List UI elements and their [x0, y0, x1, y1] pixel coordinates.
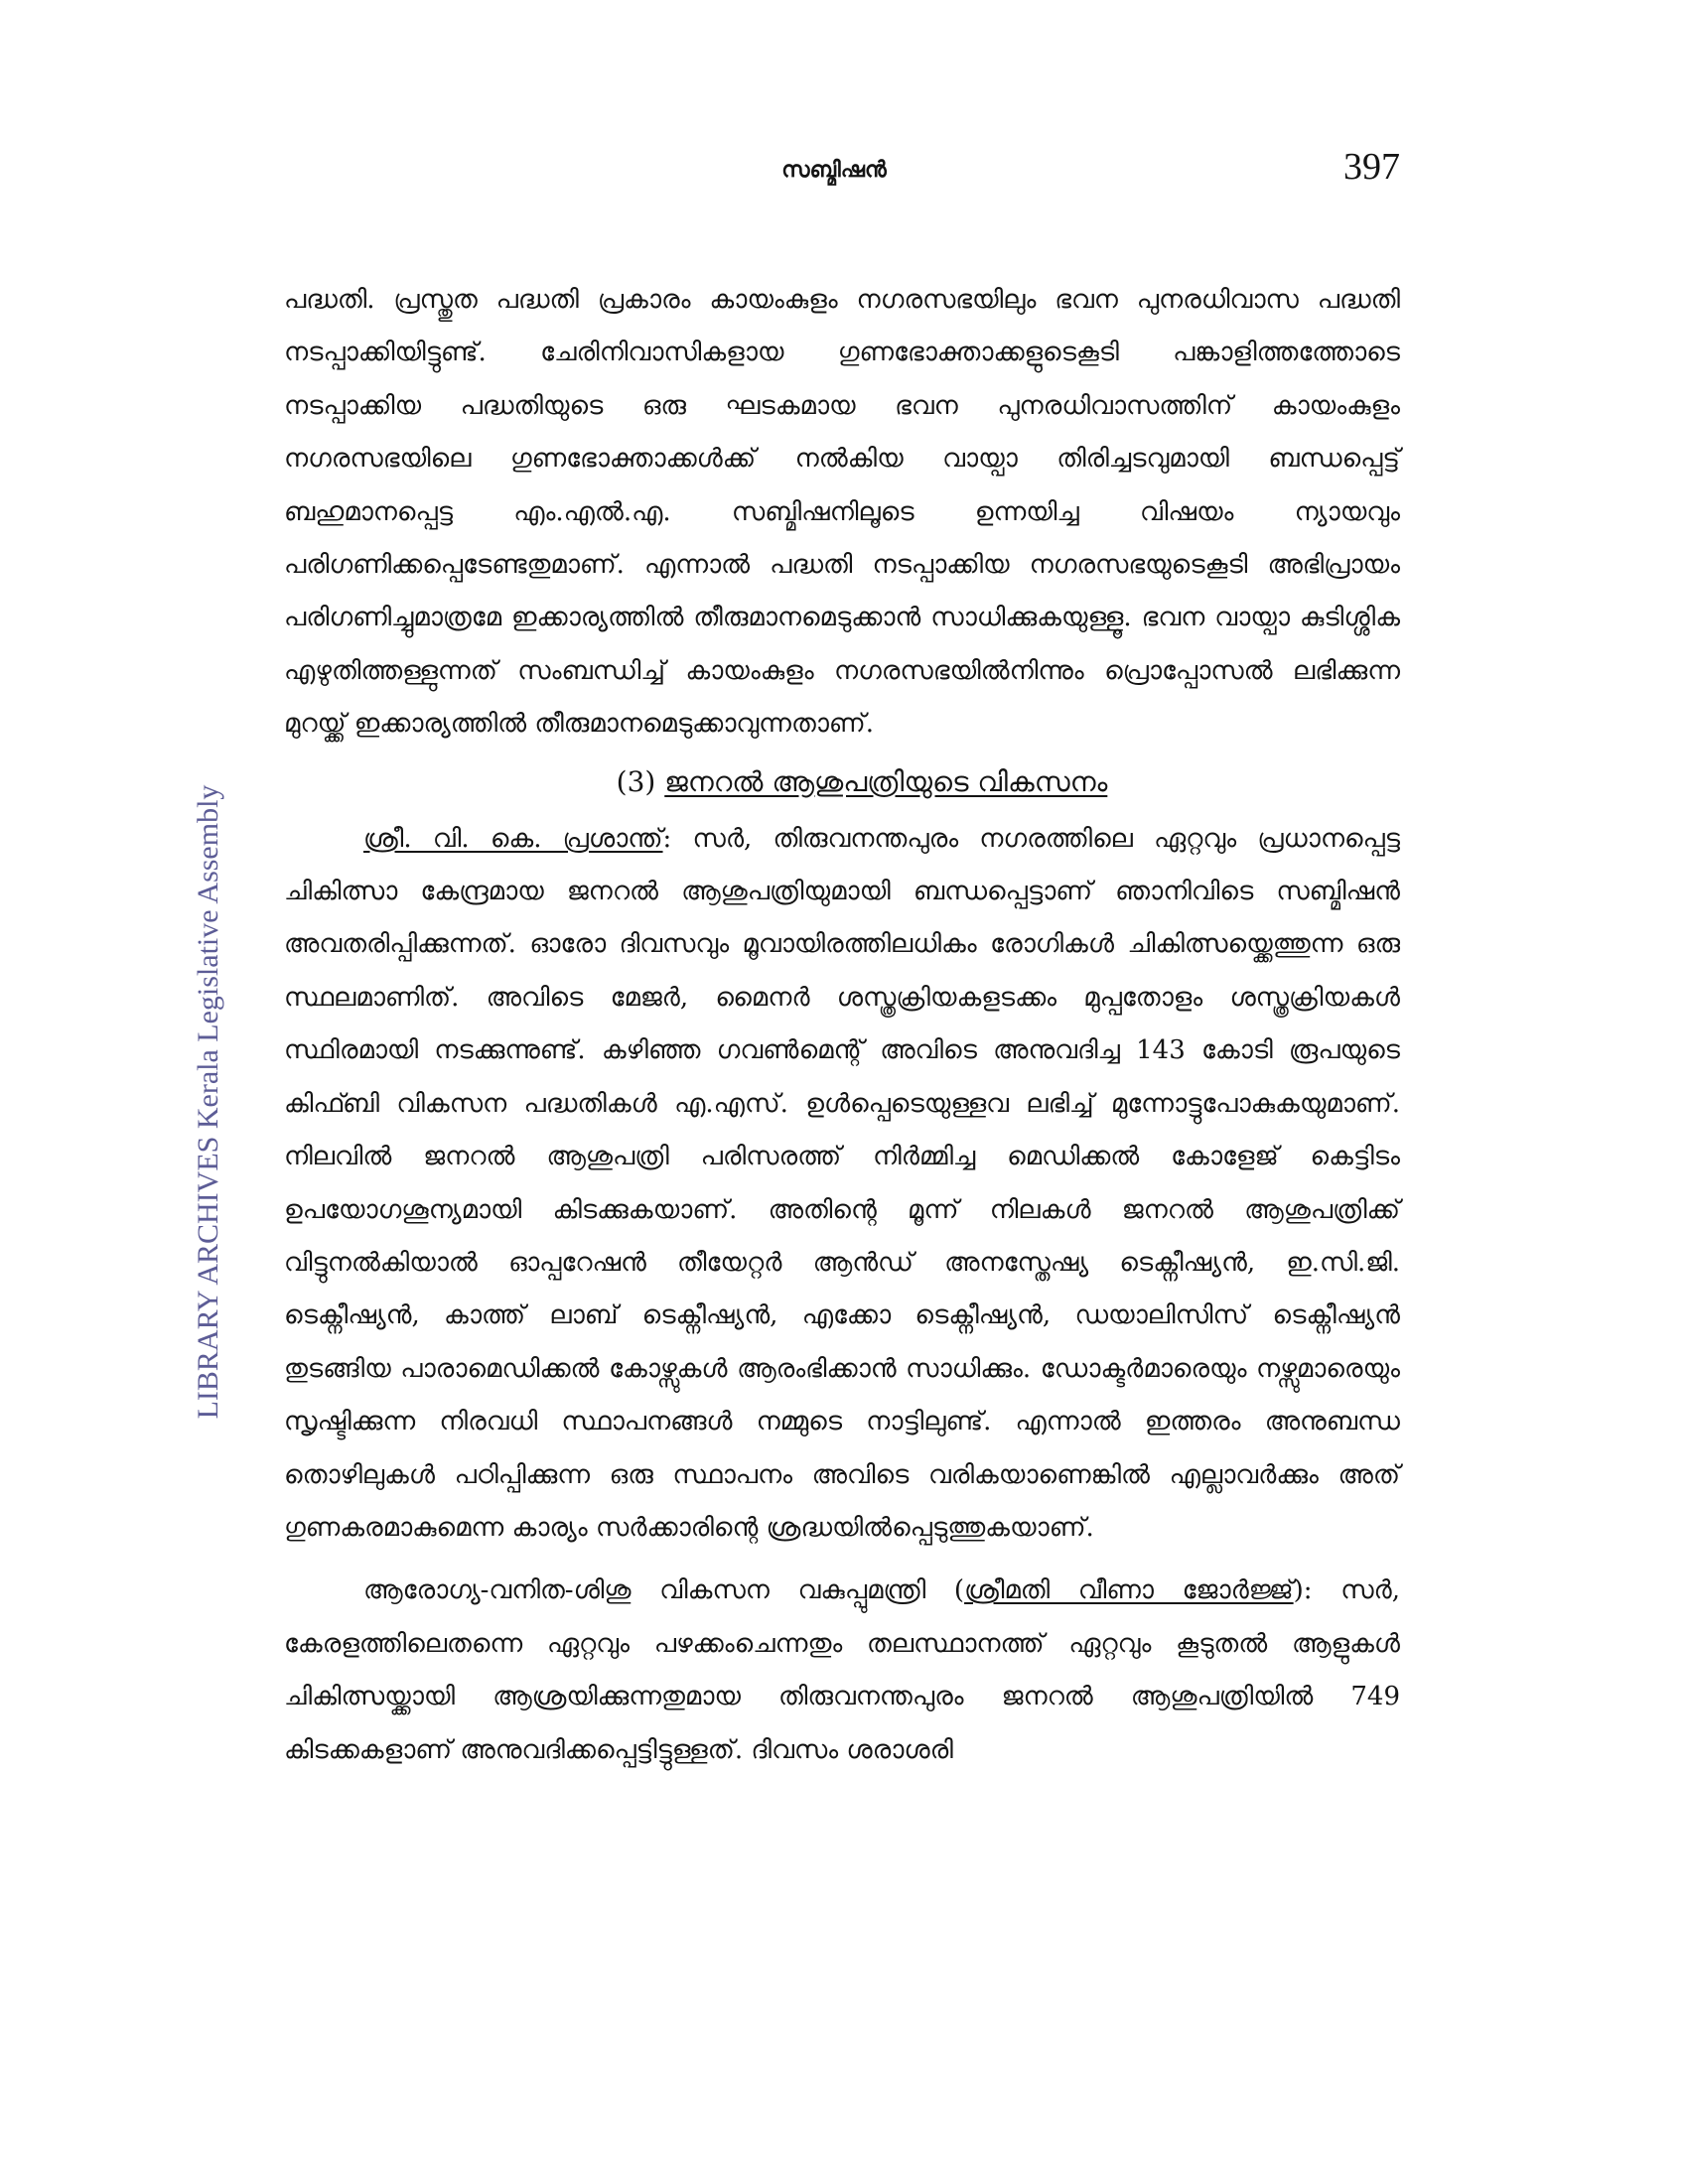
reply-text: സർ, കേരളത്തിലെതന്നെ ഏറ്റവും പഴക്കംചെന്നതും തലസ്ഥാനത്ത് ഏറ്റവും കൂടുതൽ ആളുകൾ ചികിത്സയ്ക്കായി ആശ്രയിക്കുന്നതുമായ തിരുവനന്തപുരം ജനറൽ ആശുപത്രിയിൽ 749 കിടക്കകളാണ് അനുവദിക്കപ്പെട്ടിട്ടുള്ളത്. ദിവസം ശരാശരി [284, 1575, 1400, 1765]
minister-title: ആരോഗ്യ-വനിത-ശിശു വികസന വകുപ്പുമന്ത്രി ( [363, 1575, 965, 1606]
minister-title-close: ): [1293, 1575, 1313, 1606]
paragraph-submission [284, 813, 1400, 1556]
running-header-title: സബ്മിഷൻ [781, 157, 887, 183]
section-heading [284, 751, 1400, 813]
minister-name: ശ്രീമതി വീണാ ജോർജ്ജ് [964, 1575, 1294, 1606]
body-text [284, 274, 1400, 1777]
section-number: (3) [616, 764, 656, 798]
page-number: 397 [1343, 146, 1400, 188]
paragraph-minister-reply [284, 1565, 1400, 1777]
archive-watermark-text: LIBRARY ARCHIVES Kerala Legislative Assembly [192, 784, 224, 1420]
archive-watermark [192, 784, 224, 1420]
paragraph-gap [284, 1555, 1400, 1565]
submission-text: : സർ, തിരുവനന്തപുരം നഗരത്തിലെ ഏറ്റവും പ്രധാനപ്പെട്ട ചികിത്സാ കേന്ദ്രമായ ജനറൽ ആശുപത്രിയുമായി ബന്ധപ്പെട്ടാണ് ഞാനിവിടെ സബ്മിഷൻ അവതരിപ്പിക്കുന്നത്. ഓരോ ദിവസവും മൂവായിരത്തിലധികം രോഗികൾ ചികിത്സയ്ക്കെത്തുന്ന ഒരു സ്ഥലമാണിത്. അവിടെ മേജർ, മൈനർ ശസ്ത്രക്രിയകളടക്കം മുപ്പതോളം ശസ്ത്രക്രിയകൾ സ്ഥിരമായി നടക്കുന്നുണ്ട്. കഴിഞ്ഞ ഗവൺമെന്റ് അവിടെ അനുവദിച്ച 143 കോടി രൂപയുടെ കിഫ്ബി വികസന പദ്ധതികൾ എ.എസ്. ഉൾപ്പെടെയുള്ളവ ലഭിച്ച് മുന്നോട്ടുപോകുകയുമാണ്. നിലവിൽ ജനറൽ ആശുപത്രി പരിസരത്ത് നിർമ്മിച്ച മെഡിക്കൽ കോളേജ് കെട്ടിടം ഉപയോഗശൂന്യമായി കിടക്കുകയാണ്. അതിന്റെ മൂന്ന് നിലകൾ ജനറൽ ആശുപത്രിക്ക് വിട്ടുനൽകിയാൽ ഓപ്പറേഷൻ തീയേറ്റർ ആൻഡ് അനസ്തേഷ്യ ടെക്നീഷ്യൻ, ഇ.സി.ജി. ടെക്നീഷ്യൻ, കാത്ത് ലാബ് ടെക്നീഷ്യൻ, എക്കോ ടെക്നീഷ്യൻ, ഡയാലിസിസ് ടെക്നീഷ്യൻ തുടങ്ങിയ പാരാമെഡിക്കൽ കോഴ്സുകൾ ആരംഭിക്കാൻ സാധിക്കും. ഡോക്ടർമാരെയും നഴ്സുമാരെയും സൃഷ്ടിക്കുന്ന നിരവധി സ്ഥാപനങ്ങൾ നമ്മുടെ നാട്ടിലുണ്ട്. എന്നാൽ ഇത്തരം അനുബന്ധ തൊഴിലുകൾ പഠിപ്പിക്കുന്ന ഒരു സ്ഥാപനം അവിടെ വരികയാണെങ്കിൽ എല്ലാവർക്കും അത് ഗുണകരമാകുമെന്ന കാര്യം സർക്കാരിന്റെ ശ്രദ്ധയിൽപ്പെടുത്തുകയാണ്. [284, 823, 1400, 1543]
section-title: ജനറൽ ആശുപത്രിയുടെ വികസനം [664, 764, 1108, 798]
paragraph-housing-scheme: പദ്ധതി. പ്രസ്തുത പദ്ധതി പ്രകാരം കായംകുളം നഗരസഭയിലും ഭവന പുനരധിവാസ പദ്ധതി നടപ്പാക്കിയിട്ടുണ്ട്. ചേരിനിവാസികളായ ഗുണഭോക്താക്കളുടെകൂടി പങ്കാളിത്തത്തോടെ നടപ്പാക്കിയ പദ്ധതിയുടെ ഒരു ഘടകമായ ഭവന പുനരധിവാസത്തിന് കായംകുളം നഗരസഭയിലെ ഗുണഭോക്താക്കൾക്ക് നൽകിയ വായ്പാ തിരിച്ചടവുമായി ബന്ധപ്പെട്ട് ബഹുമാനപ്പെട്ട എം.എൽ.എ. സബ്മിഷനിലൂടെ ഉന്നയിച്ച വിഷയം ന്യായവും പരിഗണിക്കപ്പെടേണ്ടതുമാണ്. എന്നാൽ പദ്ധതി നടപ്പാക്കിയ നഗരസഭയുടെകൂടി അഭിപ്രായം പരിഗണിച്ചുമാത്രമേ ഇക്കാര്യത്തിൽ തീരുമാനമെടുക്കാൻ സാധിക്കുകയുള്ളൂ. ഭവന വായ്പാ കുടിശ്ശിക എഴുതിത്തള്ളുന്നത് സംബന്ധിച്ച് കായംകുളം നഗരസഭയിൽനിന്നും പ്രൊപ്പോസൽ ലഭിക്കുന്ന മുറയ്ക്ക് ഇക്കാര്യത്തിൽ തീരുമാനമെടുക്കാവുന്നതാണ്. [284, 285, 1400, 740]
speaker-name: ശ്രീ. വി. കെ. പ്രശാന്ത് [363, 823, 663, 854]
